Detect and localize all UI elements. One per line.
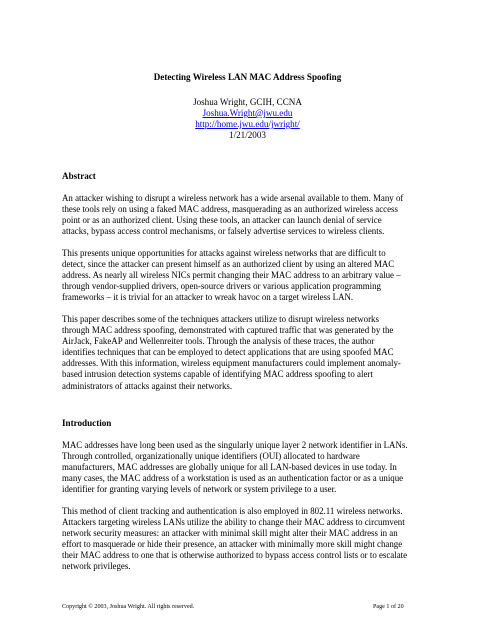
paper-date: 1/21/2003 [229, 130, 266, 140]
text-line: addresses. With this information, wireless equipment manufacturers could implement anomaly- [62, 358, 401, 369]
text-line: AirJack, FakeAP and Wellenreiter tools. Through the analysis of these traces, the author [62, 336, 375, 347]
text-line: An attacker wishing to disrupt a wireless network has a wide arsenal available to them. Many of [62, 193, 404, 203]
introduction-paragraph-2 [62, 506, 438, 573]
author-line: Joshua Wright, GCIH, CCNA [193, 97, 302, 107]
text-line: network privileges. [62, 561, 131, 572]
text-line: MAC addresses have long been used as the singularly unique layer 2 network identifier in LANs. [62, 440, 408, 450]
text-line: This presents unique opportunities for attacks against wireless networks that are difficult to [62, 248, 386, 258]
text-line: effort to masquerade or hide their presence, an attacker with minimally more skill might change [62, 539, 403, 550]
paper-title: Detecting Wireless LAN MAC Address Spoofing [153, 72, 342, 82]
text-line: Through controlled, organizationally unique identifiers (OUI) allocated to hardware [62, 451, 360, 462]
text-line: detect, since the attacker can present himself as an authorized client by using an altered MAC [62, 259, 395, 270]
abstract-paragraph-3 [62, 314, 438, 392]
text-line: network security measures: an attacker with minimal skill might alter their MAC address in an [62, 528, 398, 539]
text-line: through MAC address spoofing, demonstrated with captured traffic that was generated by the [62, 325, 394, 336]
introduction-paragraph-1 [62, 440, 438, 495]
abstract-paragraph-1 [62, 193, 438, 237]
text-line: their MAC address to one that is otherwise authorized to bypass access control lists or to escalate [62, 550, 408, 561]
author-email-link[interactable]: Joshua.Wright@jwu.edu [202, 108, 293, 118]
text-line: through vendor-supplied drivers, open-source drivers or various application programming [62, 281, 381, 292]
text-line: based intrusion detection systems capable of identifying MAC address spoofing to alert [62, 369, 373, 380]
text-line: manufacturers, MAC addresses are globally unique for all LAN-based devices in use today. In [62, 462, 397, 473]
abstract-paragraph-2 [62, 248, 438, 303]
text-line: attacks, bypass access control mechanisms, or falsely advertise services to wireless clients. [62, 226, 385, 237]
abstract-heading: Abstract [62, 171, 96, 181]
author-url-row [0, 119, 495, 130]
text-line: these tools rely on using a faked MAC address, masquerading as an authorized wireless access [62, 204, 398, 215]
text-line: point or as an authorized client. Using these tools, an attacker can launch denial of service [62, 215, 382, 226]
text-line: administrators of attacks against their networks. [62, 380, 233, 391]
text-line: identifies techniques that can be employed to detect applications that are using spoofed MAC [62, 347, 394, 358]
text-line: This method of client tracking and authentication is also employed in 802.11 wireless networks. [62, 506, 403, 516]
introduction-heading: Introduction [62, 418, 112, 428]
text-line: Attackers targeting wireless LANs utilize the ability to change their MAC address to circumvent [62, 517, 405, 528]
text-line: many cases, the MAC address of a workstation is used as an authentication factor or as a unique [62, 473, 404, 484]
text-line: This paper describes some of the techniques attackers utilize to disrupt wireless networks [62, 314, 379, 324]
footer-copyright: Copyright © 2003, Joshua Wright. All rights reserved. [62, 604, 195, 610]
text-line: identifier for granting varying levels of network or system privilege to a user. [62, 484, 337, 495]
text-line: address. As nearly all wireless NICs permit changing their MAC address to an arbitrary value – [62, 270, 401, 281]
text-line: frameworks – it is trivial for an attacker to wreak havoc on a target wireless LAN. [62, 292, 354, 303]
author-email-row [0, 108, 495, 119]
footer-page-number: Page 1 of 20 [373, 604, 404, 610]
author-url-link[interactable]: http://home.jwu.edu/jwright/ [195, 119, 300, 129]
